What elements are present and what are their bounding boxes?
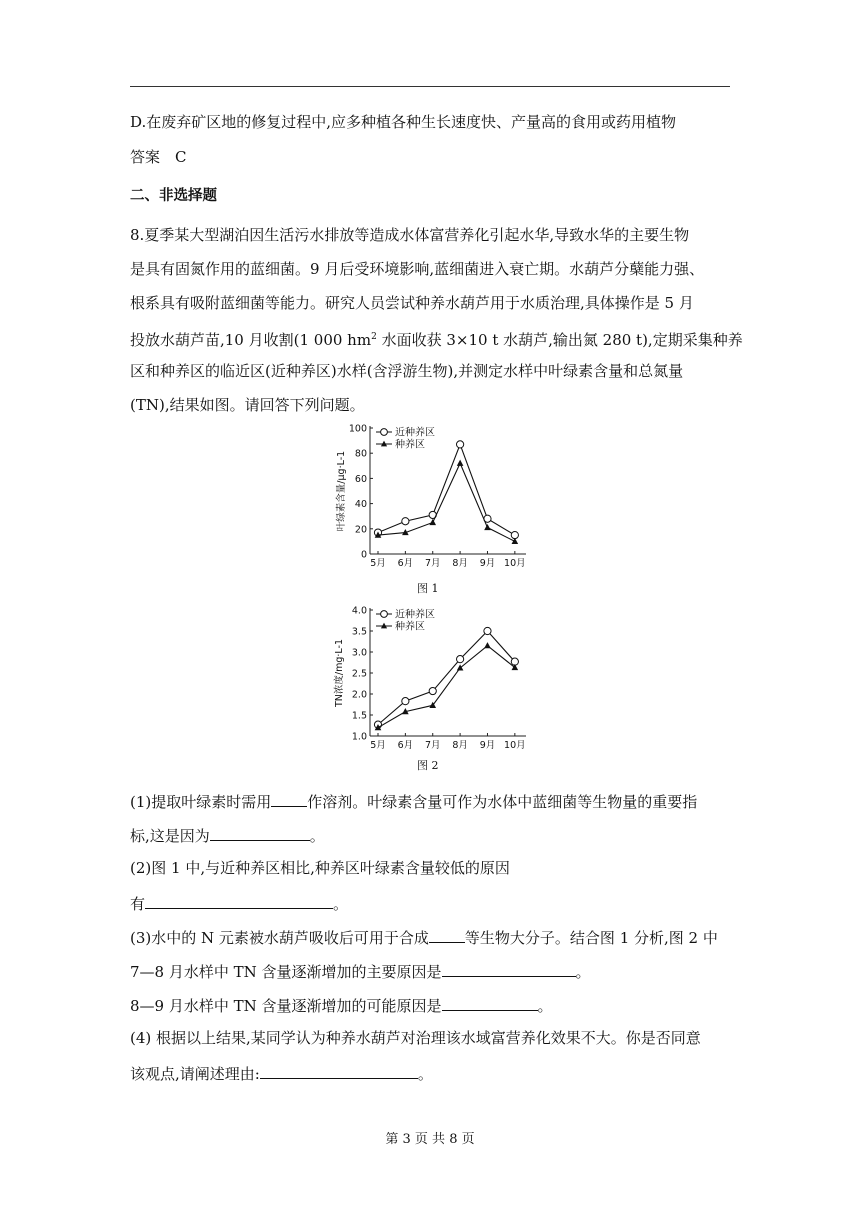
x-tick-label: 5月 bbox=[370, 558, 386, 569]
q8-line-2: 是具有固氮作用的蓝细菌。9 月后受环境影响,蓝细菌进入衰亡期。水葫芦分蘖能力强、 bbox=[130, 260, 705, 278]
x-tick-label: 6月 bbox=[397, 558, 414, 569]
series-line bbox=[378, 646, 515, 728]
q2-line-2 bbox=[130, 892, 348, 914]
q3-text-e: 8—9 月水样中 TN 含量逐渐增加的可能原因是 bbox=[130, 997, 442, 1015]
q3-line-3 bbox=[130, 994, 553, 1016]
y-tick-label: 1.0 bbox=[351, 731, 367, 743]
q4-text-c: 。 bbox=[417, 1065, 433, 1083]
q8-line-4b: 水面收获 3×10 t 水葫芦,输出氮 280 t),定期采集种养 bbox=[376, 331, 743, 349]
figure-2-caption: 图 2 bbox=[417, 759, 439, 772]
q3-text-b: 等生物大分子。结合图 1 分析,图 2 中 bbox=[464, 929, 718, 947]
q1-line-1 bbox=[130, 790, 697, 812]
q3-text-f: 。 bbox=[537, 997, 553, 1015]
section-title: 二、非选择题 bbox=[130, 188, 217, 204]
q1-text-b: 作溶剂。叶绿素含量可作为水体中蓝细菌等生物量的重要指 bbox=[307, 793, 698, 811]
q8-line-6: (TN),结果如图。请回答下列问题。 bbox=[130, 396, 365, 414]
data-point bbox=[402, 698, 409, 705]
q4-line-2 bbox=[130, 1062, 433, 1084]
answer-blank-6[interactable] bbox=[442, 994, 538, 1011]
data-point bbox=[457, 656, 464, 663]
series-line bbox=[378, 631, 515, 725]
q3-text-c: 7—8 月水样中 TN 含量逐渐增加的主要原因是 bbox=[130, 963, 442, 981]
series-line bbox=[378, 463, 515, 541]
answer-blank-4[interactable] bbox=[429, 926, 465, 943]
q1-text-d: 。 bbox=[309, 827, 325, 845]
answer-blank-5[interactable] bbox=[442, 960, 576, 977]
x-tick-label: 6月 bbox=[397, 740, 414, 751]
legend-label: 近种养区 bbox=[395, 427, 435, 439]
y-tick-label: 4.0 bbox=[351, 605, 367, 617]
series-line bbox=[378, 444, 515, 535]
q3-line-1 bbox=[130, 926, 718, 948]
answer-line: 答案 C bbox=[130, 148, 187, 166]
y-axis-label: TN浓度/mg·L-1 bbox=[334, 638, 345, 708]
q4-text-b: 该观点,请阐述理由: bbox=[130, 1065, 260, 1083]
q3-line-2 bbox=[130, 960, 591, 982]
q2-text-b: 有 bbox=[130, 895, 146, 913]
data-point bbox=[484, 642, 491, 648]
answer-blank-3[interactable] bbox=[145, 892, 333, 909]
y-tick-label: 40 bbox=[354, 499, 367, 511]
y-tick-label: 1.5 bbox=[351, 710, 367, 722]
data-point bbox=[512, 538, 519, 544]
figure-1-caption: 图 1 bbox=[417, 582, 439, 595]
q8-line-1: 8.夏季某大型湖泊因生活污水排放等造成水体富营养化引起水华,导致水华的主要生物 bbox=[130, 226, 690, 244]
data-point bbox=[457, 664, 464, 670]
legend-marker bbox=[381, 429, 388, 436]
q8-line-4a: 投放水葫芦苗,10 月收割(1 000 hm bbox=[130, 331, 372, 349]
q3-text-d: 。 bbox=[575, 963, 591, 981]
y-tick-label: 2.0 bbox=[351, 689, 367, 701]
x-tick-label: 9月 bbox=[479, 740, 496, 751]
data-point bbox=[402, 518, 409, 525]
q8-line-5: 区和种养区的临近区(近种养区)水样(含浮游生物),并测定水样中叶绿素含量和总氮量 bbox=[130, 362, 684, 380]
y-tick-label: 2.5 bbox=[351, 668, 367, 680]
q8-line-4 bbox=[130, 327, 743, 350]
x-tick-label: 10月 bbox=[504, 740, 526, 751]
y-tick-label: 100 bbox=[348, 423, 367, 435]
q3-text-a: (3)水中的 N 元素被水葫芦吸收后可用于合成 bbox=[130, 929, 429, 947]
figure-1-chart bbox=[330, 418, 530, 578]
data-point bbox=[484, 627, 491, 634]
y-tick-label: 3.0 bbox=[351, 647, 367, 659]
q8-line-3: 根系具有吸附蓝细菌等能力。研究人员尝试种养水葫芦用于水质治理,具体操作是 5 月 bbox=[130, 294, 694, 312]
answer-blank-7[interactable] bbox=[260, 1062, 418, 1079]
y-tick-label: 60 bbox=[354, 473, 367, 485]
q8-sup: 2 bbox=[371, 332, 377, 342]
data-point bbox=[429, 519, 436, 525]
x-tick-label: 5月 bbox=[370, 740, 386, 751]
answer-blank-1[interactable] bbox=[271, 790, 307, 807]
legend-label: 近种养区 bbox=[395, 609, 435, 621]
legend-label: 种养区 bbox=[395, 621, 425, 633]
legend-marker bbox=[381, 611, 388, 618]
x-tick-label: 8月 bbox=[452, 558, 468, 569]
header-rule bbox=[130, 86, 730, 87]
figure-1 bbox=[330, 418, 530, 578]
page-footer: 第 3 页 共 8 页 bbox=[385, 1132, 475, 1147]
y-tick-label: 0 bbox=[360, 549, 367, 561]
data-point bbox=[457, 460, 464, 466]
x-tick-label: 9月 bbox=[479, 558, 496, 569]
data-point bbox=[429, 687, 436, 694]
figure-2-chart bbox=[330, 600, 530, 755]
data-point bbox=[511, 532, 518, 539]
q2-line-1: (2)图 1 中,与近种养区相比,种养区叶绿素含量较低的原因 bbox=[130, 859, 510, 877]
x-tick-label: 7月 bbox=[424, 558, 441, 569]
option-d: D.在废弃矿区地的修复过程中,应多种植各种生长速度快、产量高的食用或药用植物 bbox=[130, 113, 677, 131]
figure-2 bbox=[330, 600, 530, 755]
data-point bbox=[484, 524, 491, 530]
q4-line-1: (4) 根据以上结果,某同学认为种养水葫芦对治理该水域富营养化效果不大。你是否同意 bbox=[130, 1029, 701, 1047]
x-tick-label: 8月 bbox=[452, 740, 468, 751]
q1-text-a: (1)提取叶绿素时需用 bbox=[130, 793, 272, 811]
q1-text-c: 标,这是因为 bbox=[130, 827, 210, 845]
data-point bbox=[457, 441, 464, 448]
q2-text-c: 。 bbox=[333, 895, 349, 913]
y-axis-label: 叶绿素含量/μg·L-1 bbox=[336, 450, 347, 532]
y-tick-label: 80 bbox=[354, 448, 367, 460]
x-tick-label: 10月 bbox=[504, 558, 526, 569]
legend-label: 种养区 bbox=[395, 439, 425, 451]
answer-blank-2[interactable] bbox=[210, 824, 310, 841]
x-tick-label: 7月 bbox=[424, 740, 441, 751]
y-tick-label: 3.5 bbox=[351, 626, 367, 638]
q1-line-2 bbox=[130, 824, 325, 846]
y-tick-label: 20 bbox=[354, 524, 367, 536]
